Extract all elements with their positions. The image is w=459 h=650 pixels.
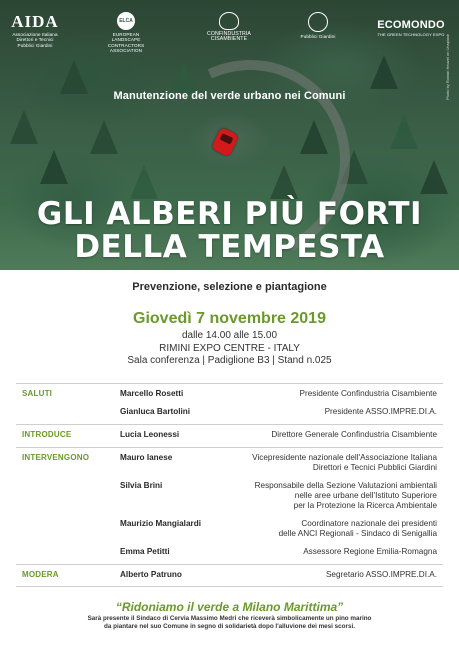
- speaker-role-line: Presidente ASSO.IMPRE.DI.A.: [324, 407, 437, 416]
- hero-photo: [0, 0, 459, 270]
- section-label: SALUTI: [22, 389, 53, 398]
- event-info: [0, 330, 459, 368]
- speaker-name: Lucia Leonessi: [120, 430, 180, 439]
- speaker-role-line: Direttori e Tecnici Pubblici Giardini: [312, 463, 437, 472]
- assoimpredia-logo: [296, 12, 340, 39]
- elca-logo: [100, 12, 152, 54]
- speaker-role: [207, 453, 437, 473]
- speaker-role: [207, 481, 437, 511]
- speaker-role-line: Assessore Regione Emilia-Romagna: [303, 547, 437, 556]
- speaker-name: Silvia Brini: [120, 481, 163, 490]
- assoimpredia-ring-icon: [308, 12, 328, 32]
- footer-note-line-2: da piantare nel suo Comune in segno di solidarietà dopo l'alluvione dei mesi scorsi.: [104, 623, 355, 630]
- section-label: INTRODUCE: [22, 430, 72, 439]
- program-section: [16, 447, 443, 564]
- section-label: MODERA: [22, 570, 59, 579]
- aida-logo-text: Associazione Italiana Direttori e Tecnici Pubblici Giardini: [12, 32, 58, 48]
- footer-note-line-1: Sarà presente il Sindaco di Cervia Massimo Medri che riceverà simbolicamente un pino marino: [87, 615, 372, 622]
- aida-logo-mark: AIDA: [11, 12, 59, 31]
- aida-logo: [10, 12, 60, 48]
- speaker-role-line: per la Protezione la Ricerca Ambientale: [293, 501, 437, 510]
- event-date: Giovedì 7 novembre 2019: [133, 310, 326, 327]
- partner-logos: [0, 12, 459, 62]
- confindustria-emblem-icon: [219, 12, 239, 30]
- speaker-name: Gianluca Bartolini: [120, 407, 191, 416]
- speaker-role-line: nelle aree urbane dell'Istituto Superiore: [294, 491, 437, 500]
- speaker-name: Maurizio Mangialardi: [120, 519, 201, 528]
- footer-note: [20, 615, 439, 631]
- hero-subtitle: Manutenzione del verde urbano nei Comuni: [113, 90, 346, 102]
- speaker-role: [207, 430, 437, 440]
- speaker-role-line: Segretario ASSO.IMPRE.DI.A.: [325, 570, 437, 579]
- speaker-name: Alberto Patruno: [120, 570, 182, 579]
- section-label: INTERVENGONO: [22, 453, 90, 462]
- speaker-role: [207, 547, 437, 557]
- ecomondo-tagline: THE GREEN TECHNOLOGY EXPO: [377, 32, 445, 37]
- speaker-role-line: Direttore Generale Confindustria Cisambiente: [271, 430, 437, 439]
- program-section: [16, 383, 443, 424]
- speaker-role-line: Responsabile della Sezione Valutazioni ambientali: [254, 481, 437, 490]
- speaker-role-line: Vicepresidente nazionale dell'Associazione Italiana: [252, 453, 437, 462]
- speaker-name: Mauro Ianese: [120, 453, 173, 462]
- headline: [0, 198, 459, 264]
- ecomondo-logo-mark: ECOMONDO: [377, 19, 445, 31]
- speaker-name: Emma Petitti: [120, 547, 170, 556]
- event-venue: RIMINI EXPO CENTRE - ITALY: [159, 342, 300, 354]
- confindustria-logo-text: CONFINDUSTRIA CISAMBIENTE: [207, 31, 251, 43]
- speaker-role: [207, 570, 437, 580]
- speaker-role: [207, 519, 437, 539]
- photo-credit: Photo by Rowan Heuvel on Unsplash: [445, 33, 450, 100]
- footer-quote: “Ridoniamo il verde a Milano Marittima”: [115, 600, 344, 614]
- speaker-role-line: Presidente Confindustria Cisambiente: [299, 389, 437, 398]
- headline-line-1: GLI ALBERI PIÙ FORTI: [36, 196, 423, 232]
- speaker-role: [207, 389, 437, 399]
- event-time: dalle 14.00 alle 15.00: [181, 330, 278, 341]
- event-topic: Prevenzione, selezione e piantagione: [132, 281, 327, 293]
- assoimpredia-logo-text: Pubblici Giardini: [300, 34, 336, 39]
- program-section: [16, 564, 443, 587]
- program-table: [16, 383, 443, 587]
- confindustria-logo: [196, 12, 262, 43]
- program-section: [16, 424, 443, 447]
- speaker-role: [207, 407, 437, 417]
- headline-line-2: DELLA TEMPESTA: [74, 229, 385, 265]
- speaker-role-line: delle ANCI Regionali - Sindaco di Senigallia: [278, 529, 437, 538]
- elca-logo-text: EUROPEAN LANDSCAPE CONTRACTORS ASSOCIATION: [107, 32, 145, 54]
- elca-logo-mark: ELCA: [117, 12, 135, 30]
- ecomondo-logo: [376, 18, 446, 37]
- speaker-role-line: Coordinatore nazionale dei presidenti: [301, 519, 437, 528]
- event-room: Sala conferenza | Padiglione B3 | Stand n.025: [127, 355, 332, 366]
- speaker-name: Marcello Rosetti: [120, 389, 184, 398]
